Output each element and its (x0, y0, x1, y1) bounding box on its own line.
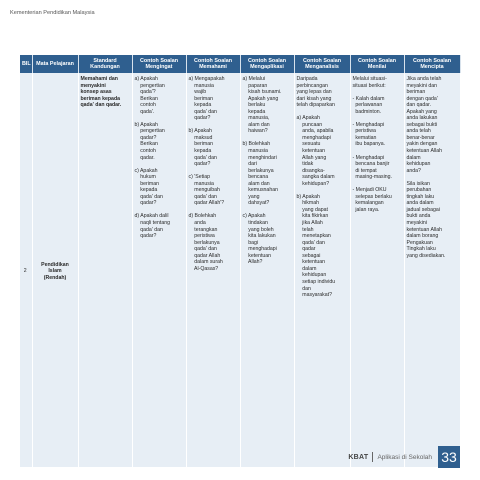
cell-line: a) Melalui (242, 76, 265, 82)
cell-line: kepada (242, 108, 266, 115)
cell-line: dengan qada' (406, 95, 438, 102)
cell-line: meyakini (406, 220, 427, 227)
header-memahami: Contoh Soalan Memahami (186, 55, 240, 73)
cell-line: beriman (188, 141, 214, 148)
cell-line: Pendidikan (41, 261, 69, 268)
cell-line: berlakunya (242, 167, 274, 174)
cell-line: paparan (242, 82, 268, 89)
cell-line: kehidupan (406, 161, 431, 168)
cell-line: qada'. (134, 108, 155, 115)
cell-line: kematian (352, 134, 377, 141)
cell-line: Allah? (242, 259, 263, 266)
cell-line: Sila isikan (406, 180, 430, 187)
mengaplikasi-cell (240, 73, 294, 467)
cell-line: qada' dan (134, 193, 163, 200)
cell-line: telah dipaparkan (296, 102, 335, 109)
cell-line: yakin dengan (406, 141, 438, 148)
cell-line: qadar? (134, 233, 157, 240)
cell-line: manusia (242, 148, 268, 155)
question-table (20, 55, 461, 467)
cell-line: dan qadar. (406, 102, 432, 109)
cell-line: perbincangan (296, 82, 328, 89)
cell-line: qada' dan (188, 154, 217, 161)
cell-line: qada' dan (188, 108, 217, 115)
cell-line: yang boleh (242, 226, 274, 233)
cell-line: Daripada (296, 76, 318, 82)
cell-line: Apakah yang (406, 108, 437, 115)
header-subject: Mata Pelajaran (32, 55, 78, 73)
cell-line: kepada (188, 148, 212, 155)
cell-line: alam dan (242, 121, 270, 128)
cell-line: Al-Qasas? (188, 265, 219, 272)
table-header-row (20, 55, 460, 73)
cell-line: sesuatu (296, 141, 321, 148)
cell-line: perubahan (406, 187, 432, 194)
cell-line: telah (296, 226, 314, 233)
cell-line: bencana (242, 174, 269, 181)
cell-line: dari kisah yang (296, 95, 332, 102)
cell-line: qada' dan qadar. (80, 102, 122, 109)
cell-line: bagi (242, 239, 259, 246)
cell-line: kehidupan (296, 272, 327, 279)
cell-line: menghadapi (296, 134, 331, 141)
cell-line: beriman (188, 95, 214, 102)
cell-line: Berikan (134, 141, 158, 148)
ministry-header: Kementerian Pendidikan Malaysia (10, 10, 95, 16)
cell-line: manusia, (242, 115, 270, 122)
cell-line: menguibah (188, 187, 220, 194)
cell-line: hikmah (296, 200, 319, 207)
standard-cell (78, 73, 132, 467)
cell-line: menghindari (242, 154, 277, 161)
cell-line: Jika anda telah (406, 76, 442, 82)
cell-line: selepas berlaku (352, 193, 392, 200)
cell-line: Apakah yang (242, 95, 279, 102)
cell-line: masyarakat? (296, 292, 332, 299)
cell-line: - Menghadapi (352, 154, 385, 161)
cell-line: Melalui situasi- (352, 76, 387, 82)
cell-line: d) Bolehkah (188, 213, 217, 220)
cell-line: Memahami dan (80, 76, 118, 82)
cell-line: anda telah (406, 128, 431, 135)
cell-line: berlakunya (188, 239, 220, 246)
cell-line: beriman (406, 89, 426, 96)
cell-line: - Menghadapi (352, 121, 385, 128)
cell-line: badminton. (352, 108, 382, 115)
cell-line: Islam (48, 268, 62, 275)
cell-line: berlaku (242, 102, 266, 109)
cell-line: - Menjadi OKU (352, 187, 387, 194)
cell-line: dalam borang (406, 233, 439, 240)
cell-line: menetapkan (296, 233, 331, 240)
page-footer (348, 446, 460, 468)
cell-line: meyakini dan (406, 82, 438, 89)
cell-line: anda lakukan (406, 115, 438, 122)
cell-line: ibu bapanya. (352, 141, 386, 148)
cell-line: qadar? (188, 161, 211, 168)
cell-line: Tingkah laku (406, 246, 436, 253)
cell-line: beriman kepada (80, 95, 120, 102)
cell-line: b) Apakah (134, 121, 158, 128)
cell-line: qada' dan (296, 239, 325, 246)
cell-line: tingkah laku (406, 193, 435, 200)
cell-line: anda dalam (406, 200, 434, 207)
cell-line: menghadapi (242, 246, 277, 253)
cell-line: kita lakukan (242, 233, 276, 240)
cell-line: konsep asas (80, 89, 112, 96)
cell-line: dahsyat? (242, 200, 270, 207)
cell-line: yang lepas dan (296, 89, 332, 96)
cell-line: ketentuan Allah (406, 226, 442, 233)
footer-kbat: KBAT (348, 453, 369, 461)
cell-line: dalam (296, 265, 317, 272)
cell-line: dari (242, 161, 257, 168)
cell-line: manusia (188, 82, 214, 89)
cell-line: a) Apakah (296, 115, 320, 122)
cell-line: haiwan? (242, 128, 268, 135)
table-row (20, 73, 460, 467)
cell-line: qada' dan (188, 246, 217, 253)
cell-line: c) 'Setiap (188, 174, 210, 181)
cell-line: - Kalah dalam (352, 95, 385, 102)
cell-line: perlawanan (352, 102, 383, 109)
cell-line: b) Apakah (296, 193, 320, 200)
cell-line: qadar. (134, 154, 155, 161)
cell-line: ketentuan (296, 148, 326, 155)
cell-line: bukti anda (406, 213, 431, 220)
cell-line: kisah tsunami. (242, 89, 282, 96)
cell-line: tindakan (242, 220, 268, 227)
cell-line: qadar? (134, 200, 157, 207)
cell-line: terangkan (188, 226, 218, 233)
cell-line: contoh (134, 102, 156, 109)
cell-line: puncaan (296, 121, 323, 128)
cell-line: Berikan (134, 95, 158, 102)
header-menilai: Contoh Soalan Menilai (350, 55, 404, 73)
cell-line: kemusnahan (242, 187, 278, 194)
cell-line: yang (242, 193, 260, 200)
cell-line: kita fikirkan (296, 213, 329, 220)
cell-line: ketentuan (296, 259, 326, 266)
cell-line: qada' dan (188, 193, 217, 200)
mencipta-cell (404, 73, 460, 467)
cell-line: anda? (406, 167, 421, 174)
header-bil: BIL (20, 55, 32, 73)
cell-line: jadual sebagai (406, 206, 440, 213)
cell-line: qadar Allah'? (188, 200, 225, 207)
cell-line: ketentuan Allah (406, 148, 442, 155)
cell-line: menyakini (80, 82, 106, 89)
cell-line: c) Apakah (242, 213, 266, 220)
cell-line: tidak (296, 161, 314, 168)
cell-line: d) Apakah dalil (134, 213, 169, 220)
cell-line: contoh (134, 148, 156, 155)
cell-line: pengertian (134, 128, 165, 135)
cell-line: peristiwa (188, 233, 215, 240)
cell-line: kepada (188, 102, 212, 109)
cell-line: alam dan (242, 180, 270, 187)
cell-line: kemalangan (352, 200, 384, 207)
header-standard: Standard Kandungan (78, 55, 132, 73)
cell-line: a) Mengapakah (188, 76, 225, 82)
cell-line: dalam surah (188, 259, 223, 266)
cell-line: kepada (134, 187, 158, 194)
cell-line: Pengakuan (406, 239, 433, 246)
cell-line: benar-benar (406, 134, 435, 141)
cell-line: jika Allah (296, 220, 323, 227)
cell-line: yang disediakan. (406, 252, 446, 259)
cell-line: c) Apakah (134, 167, 158, 174)
cell-line: disangka- (296, 167, 325, 174)
cell-line: jalan raya. (352, 206, 380, 213)
cell-line: naqli tentang (134, 220, 170, 227)
cell-line: a) Apakah (134, 76, 158, 82)
cell-line: qadar? (188, 115, 211, 122)
cell-line: yang dapat (296, 206, 328, 213)
header-mengingat: Contoh Soalan Mengingat (132, 55, 186, 73)
cell-line: wajib (188, 89, 207, 96)
cell-line: sebagai bukti (406, 121, 438, 128)
cell-line: Allah yang (296, 154, 327, 161)
cell-line: setiap individu (296, 278, 336, 285)
header-menganalisis: Contoh Soalan Menganalisis (294, 55, 350, 73)
cell-line: qadar Allah (188, 252, 221, 259)
cell-line: di tempat (352, 167, 377, 174)
mengingat-cell (132, 73, 186, 467)
menganalisis-cell (294, 73, 350, 467)
cell-line: qada'? (134, 89, 156, 96)
header-mencipta: Contoh Soalan Mencipta (404, 55, 460, 73)
cell-line: pengertian (134, 82, 165, 89)
cell-line: hukum (134, 174, 156, 181)
cell-line: sangka dalam (296, 174, 335, 181)
cell-line: anda, apabila (296, 128, 334, 135)
cell-line: qadar? (134, 134, 157, 141)
menilai-cell (350, 73, 404, 467)
cell-line: beriman (134, 180, 160, 187)
header-mengaplikasi: Contoh Soalan Mengaplikasi (240, 55, 294, 73)
cell-line: dan (296, 285, 311, 292)
footer-section: Aplikasi di Sekolah (377, 453, 432, 461)
cell-line: qada' dan (134, 226, 163, 233)
cell-line: qadar (296, 246, 316, 253)
cell-line: sebagai (296, 252, 321, 259)
cell-line: maksud (188, 134, 213, 141)
subject-cell (32, 73, 78, 467)
cell-line: peristiwa (352, 128, 376, 135)
cell-line: anda (188, 220, 206, 227)
bil-cell: 2 (20, 73, 32, 467)
cell-line: b) Bolehkah (242, 141, 271, 148)
footer-divider (372, 452, 373, 462)
cell-line: b) Apakah (188, 128, 212, 135)
cell-line: ketentuan (242, 252, 272, 259)
cell-line: dalam (406, 154, 421, 161)
cell-line: manusia (188, 180, 214, 187)
page-number: 33 (438, 446, 460, 468)
cell-line: masing-masing. (352, 174, 392, 181)
memahami-cell (186, 73, 240, 467)
cell-line: kehidupan? (296, 180, 330, 187)
cell-line: bencana banjir (352, 161, 390, 168)
cell-line: situasi berikut: (352, 82, 386, 89)
cell-line: (Rendah) (43, 274, 67, 281)
